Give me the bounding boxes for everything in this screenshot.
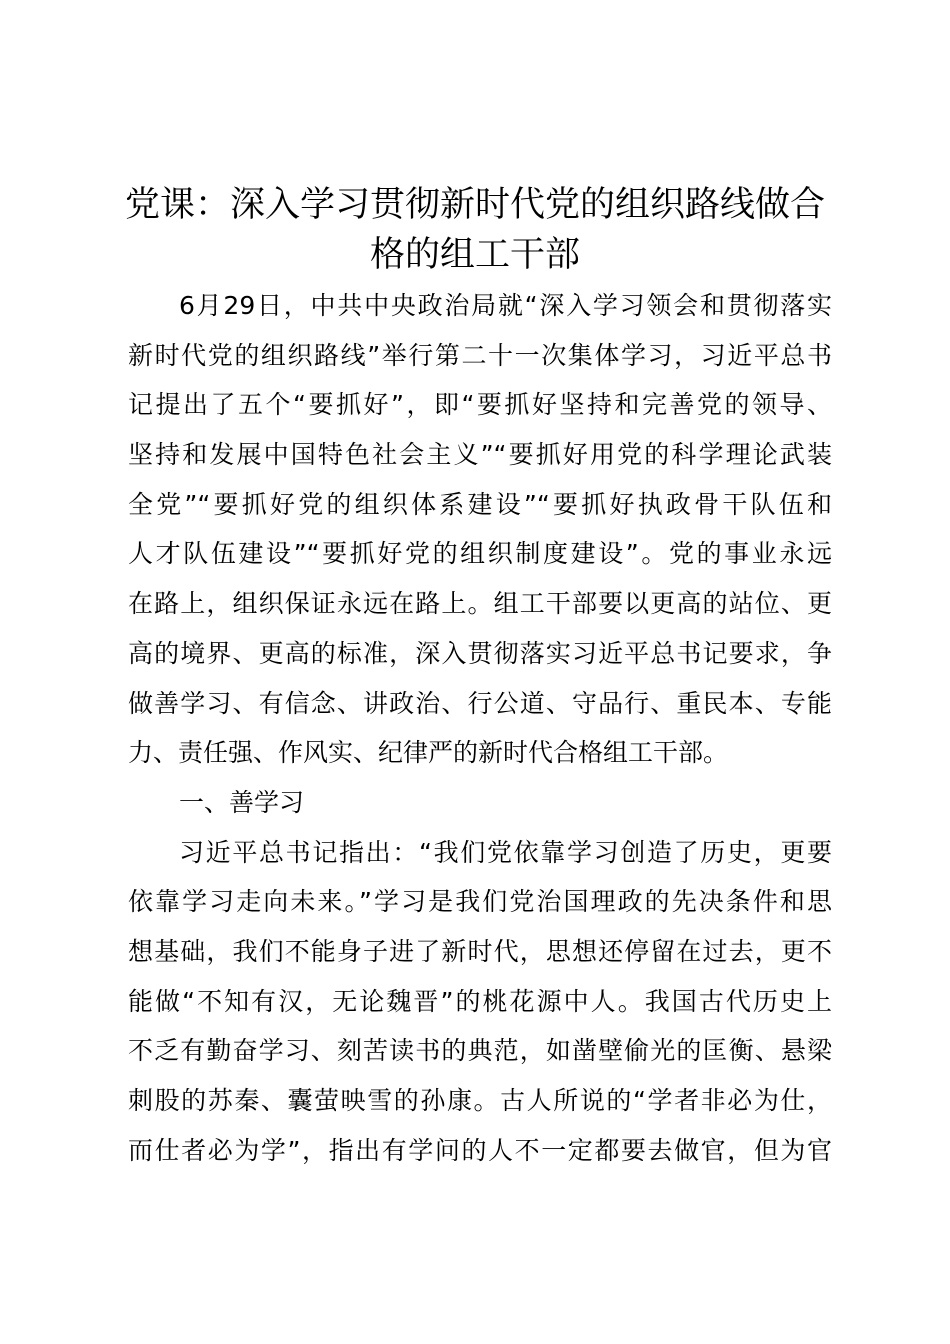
body-line: 习近平总书记指出：“我们党依靠学习创造了历史，更要 [179, 837, 832, 867]
section-heading: 一、善学习 [179, 787, 305, 817]
body-line: 新时代党的组织路线”举行第二十一次集体学习，习近平总书 [128, 340, 832, 370]
body-line: 在路上，组织保证永远在路上。组工干部要以更高的站位、更 [128, 589, 832, 619]
body-line: 6月29日，中共中央政治局就“深入学习领会和贯彻落实 [179, 291, 832, 320]
body-line: 不乏有勤奋学习、刻苦读书的典范，如凿壁偷光的匡衡、悬梁 [128, 1036, 832, 1066]
body-line: 而仕者必为学”，指出有学问的人不一定都要去做官，但为官 [128, 1135, 832, 1165]
body-line: 人才队伍建设”“要抓好党的组织制度建设”。党的事业永远 [128, 539, 832, 569]
body-line: 记提出了五个“要抓好”，即“要抓好坚持和完善党的领导、 [128, 390, 832, 420]
document-body [128, 281, 832, 1175]
document-title [110, 180, 840, 280]
body-line: 能做“不知有汉，无论魏晋”的桃花源中人。我国古代历史上 [128, 986, 832, 1016]
title-line-1: 党课：深入学习贯彻新时代党的组织路线做合 [124, 185, 825, 225]
body-line: 全党”“要抓好党的组织体系建设”“要抓好执政骨干队伍和 [128, 489, 832, 519]
body-line: 坚持和发展中国特色社会主义”“要抓好用党的科学理论武装 [128, 440, 832, 470]
body-line: 依靠学习走向未来。”学习是我们党治国理政的先决条件和思 [128, 887, 832, 917]
title-line-2: 格的组工干部 [369, 235, 580, 275]
body-line: 刺股的苏秦、囊萤映雪的孙康。古人所说的“学者非必为仕， [128, 1086, 832, 1115]
body-line: 高的境界、更高的标准，深入贯彻落实习近平总书记要求，争 [128, 638, 832, 668]
body-line: 做善学习、有信念、讲政治、行公道、守品行、重民本、专能 [128, 688, 832, 718]
body-line: 想基础，我们不能身子进了新时代，思想还停留在过去，更不 [128, 936, 832, 966]
body-line: 力、责任强、作风实、纪律严的新时代合格组工干部。 [128, 738, 729, 768]
